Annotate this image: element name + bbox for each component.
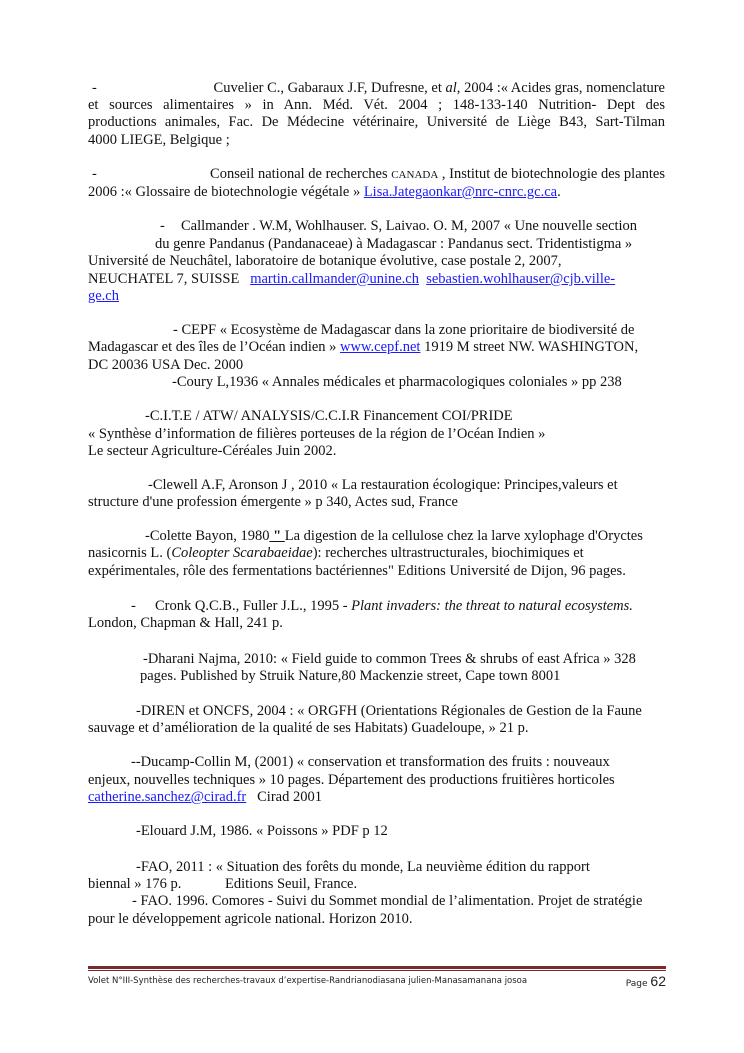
page-number: 62 — [650, 973, 666, 989]
text: . — [557, 184, 561, 200]
ref-line: du genre Pandanus (Pandanaceae) à Madagascar : Pandanus sect. Tridentistigma » — [155, 236, 633, 252]
page-label: Page — [625, 979, 648, 989]
text: Cronk Q.C.B., Fuller J.L., 1995 - — [155, 598, 352, 614]
ref-line: « Synthèse d’information de filières porteuses de la région de l’Océan Indien » — [88, 426, 546, 442]
website-link[interactable]: www.cepf.net — [340, 339, 421, 355]
text: -Colette Bayon, 1980 — [145, 528, 270, 544]
ref-line: --Ducamp-Collin M, (2001) « conservation et transformation des fruits : nouveaux — [131, 754, 610, 770]
ref-line: -FAO, 2011 : « Situation des forêts du monde, La neuvième édition du rapport — [136, 859, 590, 875]
ref-line — [88, 183, 561, 201]
page-indicator — [626, 973, 666, 989]
smallcaps-text: CANADA — [391, 169, 439, 181]
ref-line — [88, 270, 615, 288]
ref-line — [88, 788, 322, 806]
email-link[interactable]: catherine.sanchez@cirad.fr — [88, 789, 247, 805]
ref-line: Editions Seuil, France. — [225, 876, 358, 892]
ref-line — [181, 165, 665, 183]
ref-line: pages. Published by Struik Nature,80 Mackenzie street, Cape town 8001 — [140, 668, 561, 684]
text: 2004 :« Acides gras, nomenclature — [460, 80, 665, 96]
text: Madagascar et des îles de l’Océan indien » — [88, 339, 341, 355]
italic-text: al, — [445, 80, 461, 96]
ref-line — [88, 544, 584, 562]
reference-elouard: -Elouard J.M, 1986. « Poissons » PDF p 12 — [136, 823, 388, 839]
text: Cirad 2001 — [246, 789, 322, 805]
ref-line: DC 20036 USA Dec. 2000 — [88, 357, 244, 373]
underlined-quote: " — [269, 528, 285, 544]
bullet-dash: - — [131, 598, 136, 614]
text: Cuvelier C., Gabaraux J.F, Dufresne, et — [213, 80, 446, 96]
ref-line — [181, 79, 665, 97]
ref-line: Callmander . W.M, Wohlhauser. S, Laivao. O. M, 2007 « Une nouvelle section — [181, 218, 638, 234]
ref-line — [88, 338, 638, 356]
text: Conseil national de recherches — [210, 166, 392, 182]
email-link[interactable]: Lisa.Jategaonkar@nrc-cnrc.gc.ca — [363, 184, 558, 200]
email-link-continuation[interactable]: ge.ch — [88, 288, 119, 304]
ref-line: 4000 LIEGE, Belgique ; — [88, 132, 230, 148]
bullet-dash: - — [160, 218, 165, 234]
reference-coury: -Coury L,1936 « Annales médicales et pharmacologiques coloniales » pp 238 — [172, 374, 622, 390]
ref-line — [88, 287, 119, 305]
ref-line: pour le développement agricole national. Horizon 2010. — [88, 911, 413, 927]
italic-text: Plant invaders: the threat to natural ecosystems. — [351, 598, 633, 614]
ref-line: expérimentales, rôle des fermentations bactériennes" Editions Université de Dijon, 96 pages. — [88, 563, 626, 579]
text: nasicornis L. ( — [88, 545, 172, 561]
page-footer — [88, 973, 666, 989]
ref-line: productions animales, Fac. De Médecine vétérinaire, Université de Liège B43, Sart-Tilman — [88, 114, 665, 130]
text: 1919 M street NW. WASHINGTON, — [420, 339, 639, 355]
footer-text: Volet N°III-Synthèse des recherches-travaux d’expertise-Randrianodiasana julien-Manasamanana josoa — [88, 976, 528, 986]
ref-line — [155, 597, 633, 615]
ref-line: London, Chapman & Hall, 241 p. — [88, 615, 283, 631]
footer-rule-thin — [88, 970, 666, 971]
footer-rule — [88, 966, 666, 969]
ref-line: biennal » 176 p. — [88, 876, 182, 892]
text: La digestion de la cellulose chez la larve xylophage d'Oryctes — [284, 528, 643, 544]
ref-line: -C.I.T.E / ATW/ ANALYSIS/C.C.I.R Financement COI/PRIDE — [145, 408, 513, 424]
text: 2006 :« Glossaire de biotechnologie végétale » — [88, 184, 364, 200]
ref-line: -DIREN et ONCFS, 2004 : « ORGFH (Orientations Régionales de Gestion de la Faune — [136, 703, 642, 719]
text: NEUCHATEL 7, SUISSE — [88, 271, 240, 287]
ref-line: enjeux, nouvelles techniques » 10 pages. Département des productions fruitières horticoles — [88, 772, 615, 788]
text: ): recherches ultrastructurales, biochimiques et — [312, 545, 584, 561]
ref-line: structure d'une profession émergente » p 340, Actes sud, France — [88, 494, 458, 510]
ref-line — [145, 527, 643, 545]
bullet-dash: - — [92, 166, 97, 182]
ref-line: - CEPF « Ecosystème de Madagascar dans la zone prioritaire de biodiversité de — [173, 322, 635, 338]
bullet-dash: - — [92, 80, 97, 96]
ref-line: - FAO. 1996. Comores - Suivi du Sommet mondial de l’alimentation. Projet de stratégie — [132, 893, 643, 909]
ref-line: Université de Neuchâtel, laboratoire de botanique évolutive, case postale 2, 2007, — [88, 253, 562, 269]
email-link[interactable]: sebastien.wohlhauser@cjb.ville- — [426, 271, 616, 287]
ref-line: Le secteur Agriculture-Céréales Juin 2002. — [88, 443, 337, 459]
text: , Institut de biotechnologie des plantes — [438, 166, 665, 182]
ref-line: sauvage et d’amélioration de la qualité de ses Habitats) Guadeloupe, » 21 p. — [88, 720, 529, 736]
email-link[interactable]: martin.callmander@unine.ch — [250, 271, 419, 287]
italic-text: Coleopter Scarabaeidae — [171, 545, 313, 561]
ref-line: et sources alimentaires » in Ann. Méd. Vét. 2004 ; 148-133-140 Nutrition- Dept des — [88, 97, 665, 113]
ref-line: -Clewell A.F, Aronson J , 2010 « La restauration écologique: Principes,valeurs et — [148, 477, 618, 493]
ref-line: -Dharani Najma, 2010: « Field guide to common Trees & shrubs of east Africa » 328 — [143, 651, 636, 667]
